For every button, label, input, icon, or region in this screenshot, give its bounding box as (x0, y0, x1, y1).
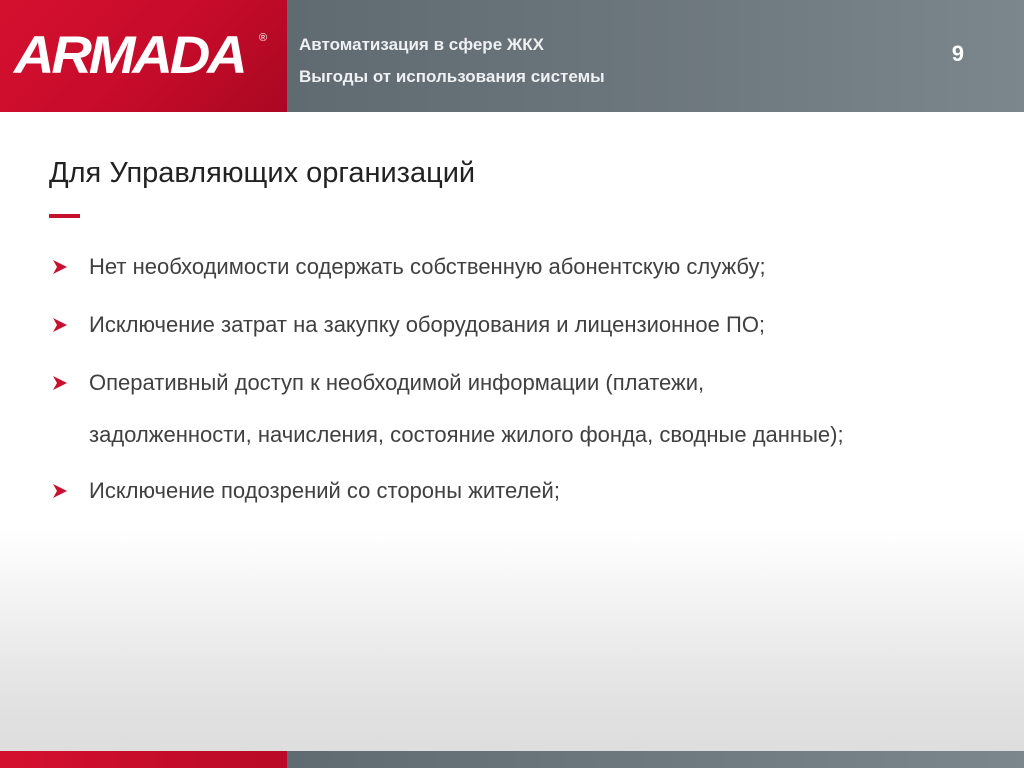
arrow-bullet-icon (51, 316, 69, 334)
bullet-item: Исключение подозрений со стороны жителей; (89, 478, 560, 503)
arrow-bullet-icon (51, 374, 69, 392)
brand-logo: ARMADA (14, 26, 245, 85)
slide-title: Для Управляющих организаций (49, 157, 476, 189)
page-number: 9 (951, 41, 964, 66)
bullet-item-continuation: задолженности, начисления, состояние жилого фонда, сводные данные); (89, 422, 844, 447)
slide-footer (0, 751, 1024, 768)
footer-red-band (0, 751, 287, 768)
header-title: Автоматизация в сфере ЖКХ (299, 35, 544, 54)
arrow-bullet-icon (51, 482, 69, 500)
footer-gray-band (287, 751, 1024, 768)
bullet-item: Исключение затрат на закупку оборудования и лицензионное ПО; (89, 312, 766, 337)
arrow-bullet-icon (51, 258, 69, 276)
bullet-item: Нет необходимости содержать собственную абонентскую службу; (89, 254, 766, 279)
bullet-item: Оперативный доступ к необходимой информации (платежи, (89, 370, 705, 395)
header-subtitle: Выгоды от использования системы (299, 67, 605, 86)
registered-mark: ® (259, 32, 268, 44)
